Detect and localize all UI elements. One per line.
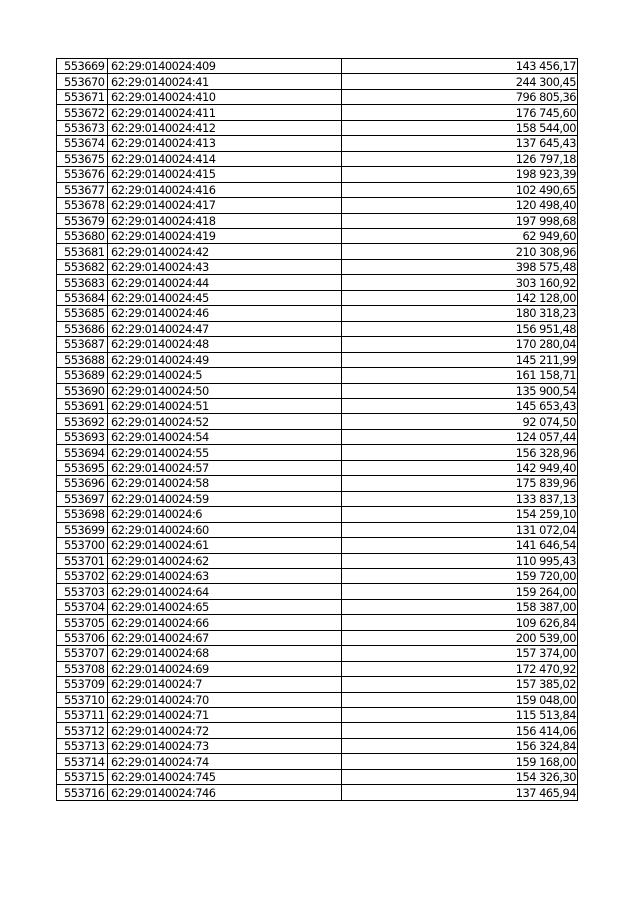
row-number-cell: 553678 <box>57 198 108 213</box>
table-row <box>57 708 578 723</box>
row-number-cell: 553697 <box>57 491 108 506</box>
row-number-cell: 553711 <box>57 708 108 723</box>
table-row <box>57 182 578 197</box>
table-row <box>57 213 578 228</box>
cadastral-value-cell: 156 328,96 <box>342 445 578 460</box>
cadastral-number-cell: 62:29:0140024:410 <box>108 89 342 104</box>
table-row <box>57 599 578 614</box>
cadastral-number-cell: 62:29:0140024:63 <box>108 568 342 583</box>
cadastral-number-cell: 62:29:0140024:44 <box>108 275 342 290</box>
row-number-cell: 553681 <box>57 244 108 259</box>
cadastral-value-cell: 197 998,68 <box>342 213 578 228</box>
cadastral-value-cell: 62 949,60 <box>342 228 578 243</box>
cadastral-value-cell: 170 280,04 <box>342 337 578 352</box>
table-row <box>57 167 578 182</box>
row-number-cell: 553694 <box>57 445 108 460</box>
cadastral-value-cell: 141 646,54 <box>342 538 578 553</box>
table-row <box>57 89 578 104</box>
table-row <box>57 290 578 305</box>
cadastral-number-cell: 62:29:0140024:417 <box>108 198 342 213</box>
cadastral-number-cell: 62:29:0140024:64 <box>108 584 342 599</box>
cadastral-number-cell: 62:29:0140024:71 <box>108 708 342 723</box>
row-number-cell: 553692 <box>57 414 108 429</box>
row-number-cell: 553696 <box>57 476 108 491</box>
cadastral-number-cell: 62:29:0140024:745 <box>108 769 342 784</box>
cadastral-value-cell: 200 539,00 <box>342 630 578 645</box>
cadastral-number-cell: 62:29:0140024:416 <box>108 182 342 197</box>
row-number-cell: 553698 <box>57 507 108 522</box>
row-number-cell: 553695 <box>57 460 108 475</box>
table-body <box>57 59 578 801</box>
row-number-cell: 553691 <box>57 398 108 413</box>
cadastral-number-cell: 62:29:0140024:72 <box>108 723 342 738</box>
table-row <box>57 275 578 290</box>
cadastral-number-cell: 62:29:0140024:52 <box>108 414 342 429</box>
table-row <box>57 383 578 398</box>
table-row <box>57 677 578 692</box>
cadastral-value-cell: 143 456,17 <box>342 59 578 74</box>
table-row <box>57 59 578 74</box>
row-number-cell: 553699 <box>57 522 108 537</box>
cadastral-number-cell: 62:29:0140024:57 <box>108 460 342 475</box>
cadastral-number-cell: 62:29:0140024:65 <box>108 599 342 614</box>
row-number-cell: 553670 <box>57 74 108 89</box>
row-number-cell: 553676 <box>57 167 108 182</box>
cadastral-number-cell: 62:29:0140024:54 <box>108 429 342 444</box>
cadastral-value-cell: 157 385,02 <box>342 677 578 692</box>
table-row <box>57 306 578 321</box>
cadastral-value-cell: 398 575,48 <box>342 259 578 274</box>
cadastral-number-cell: 62:29:0140024:41 <box>108 74 342 89</box>
row-number-cell: 553682 <box>57 259 108 274</box>
cadastral-number-cell: 62:29:0140024:412 <box>108 120 342 135</box>
cadastral-value-cell: 156 951,48 <box>342 321 578 336</box>
cadastral-value-cell: 303 160,92 <box>342 275 578 290</box>
row-number-cell: 553671 <box>57 89 108 104</box>
cadastral-number-cell: 62:29:0140024:70 <box>108 692 342 707</box>
table-row <box>57 136 578 151</box>
table-row <box>57 538 578 553</box>
cadastral-value-cell: 159 264,00 <box>342 584 578 599</box>
table-row <box>57 398 578 413</box>
cadastral-value-cell: 157 374,00 <box>342 646 578 661</box>
table-row <box>57 460 578 475</box>
row-number-cell: 553701 <box>57 553 108 568</box>
table-row <box>57 785 578 800</box>
table-row <box>57 476 578 491</box>
cadastral-number-cell: 62:29:0140024:68 <box>108 646 342 661</box>
cadastral-value-cell: 159 720,00 <box>342 568 578 583</box>
row-number-cell: 553703 <box>57 584 108 599</box>
table-row <box>57 692 578 707</box>
cadastral-number-cell: 62:29:0140024:55 <box>108 445 342 460</box>
cadastral-value-cell: 156 324,84 <box>342 738 578 753</box>
cadastral-number-cell: 62:29:0140024:6 <box>108 507 342 522</box>
cadastral-value-cell: 176 745,60 <box>342 105 578 120</box>
row-number-cell: 553705 <box>57 615 108 630</box>
cadastral-number-cell: 62:29:0140024:69 <box>108 661 342 676</box>
cadastral-number-cell: 62:29:0140024:66 <box>108 615 342 630</box>
row-number-cell: 553688 <box>57 352 108 367</box>
row-number-cell: 553713 <box>57 738 108 753</box>
cadastral-number-cell: 62:29:0140024:50 <box>108 383 342 398</box>
table-row <box>57 151 578 166</box>
cadastral-number-cell: 62:29:0140024:58 <box>108 476 342 491</box>
table-row <box>57 414 578 429</box>
cadastral-number-cell: 62:29:0140024:409 <box>108 59 342 74</box>
cadastral-value-cell: 126 797,18 <box>342 151 578 166</box>
cadastral-value-cell: 796 805,36 <box>342 89 578 104</box>
table-row <box>57 445 578 460</box>
cadastral-value-cell: 154 326,30 <box>342 769 578 784</box>
cadastral-value-cell: 137 645,43 <box>342 136 578 151</box>
table-row <box>57 584 578 599</box>
row-number-cell: 553707 <box>57 646 108 661</box>
cadastral-value-cell: 198 923,39 <box>342 167 578 182</box>
cadastral-value-cell: 109 626,84 <box>342 615 578 630</box>
row-number-cell: 553673 <box>57 120 108 135</box>
cadastral-value-cell: 133 837,13 <box>342 491 578 506</box>
row-number-cell: 553672 <box>57 105 108 120</box>
cadastral-value-cell: 142 128,00 <box>342 290 578 305</box>
cadastral-number-cell: 62:29:0140024:59 <box>108 491 342 506</box>
row-number-cell: 553679 <box>57 213 108 228</box>
cadastral-value-cell: 145 653,43 <box>342 398 578 413</box>
row-number-cell: 553716 <box>57 785 108 800</box>
table-row <box>57 321 578 336</box>
cadastral-number-cell: 62:29:0140024:61 <box>108 538 342 553</box>
cadastral-value-cell: 175 839,96 <box>342 476 578 491</box>
row-number-cell: 553669 <box>57 59 108 74</box>
row-number-cell: 553690 <box>57 383 108 398</box>
cadastral-number-cell: 62:29:0140024:62 <box>108 553 342 568</box>
table-row <box>57 522 578 537</box>
cadastral-number-cell: 62:29:0140024:45 <box>108 290 342 305</box>
cadastral-value-cell: 158 544,00 <box>342 120 578 135</box>
cadastral-number-cell: 62:29:0140024:46 <box>108 306 342 321</box>
table-row <box>57 74 578 89</box>
row-number-cell: 553684 <box>57 290 108 305</box>
cadastral-number-cell: 62:29:0140024:414 <box>108 151 342 166</box>
cadastral-number-cell: 62:29:0140024:73 <box>108 738 342 753</box>
table-row <box>57 646 578 661</box>
table-row <box>57 661 578 676</box>
table-row <box>57 769 578 784</box>
cadastral-value-cell: 120 498,40 <box>342 198 578 213</box>
table-row <box>57 491 578 506</box>
cadastral-value-cell: 131 072,04 <box>342 522 578 537</box>
cadastral-value-cell: 137 465,94 <box>342 785 578 800</box>
cadastral-number-cell: 62:29:0140024:413 <box>108 136 342 151</box>
row-number-cell: 553677 <box>57 182 108 197</box>
cadastral-number-cell: 62:29:0140024:47 <box>108 321 342 336</box>
cadastral-number-cell: 62:29:0140024:67 <box>108 630 342 645</box>
cadastral-number-cell: 62:29:0140024:49 <box>108 352 342 367</box>
cadastral-value-cell: 124 057,44 <box>342 429 578 444</box>
cadastral-value-cell: 110 995,43 <box>342 553 578 568</box>
cadastral-value-table <box>56 58 578 801</box>
cadastral-number-cell: 62:29:0140024:418 <box>108 213 342 228</box>
row-number-cell: 553680 <box>57 228 108 243</box>
table-row <box>57 244 578 259</box>
row-number-cell: 553675 <box>57 151 108 166</box>
row-number-cell: 553687 <box>57 337 108 352</box>
cadastral-value-cell: 92 074,50 <box>342 414 578 429</box>
row-number-cell: 553702 <box>57 568 108 583</box>
row-number-cell: 553709 <box>57 677 108 692</box>
cadastral-value-cell: 210 308,96 <box>342 244 578 259</box>
table-row <box>57 120 578 135</box>
row-number-cell: 553712 <box>57 723 108 738</box>
table-row <box>57 723 578 738</box>
table-row <box>57 630 578 645</box>
cadastral-value-cell: 154 259,10 <box>342 507 578 522</box>
cadastral-value-cell: 158 387,00 <box>342 599 578 614</box>
cadastral-value-cell: 135 900,54 <box>342 383 578 398</box>
cadastral-value-cell: 244 300,45 <box>342 74 578 89</box>
cadastral-value-cell: 145 211,99 <box>342 352 578 367</box>
table-row <box>57 429 578 444</box>
table-row <box>57 198 578 213</box>
row-number-cell: 553704 <box>57 599 108 614</box>
table-row <box>57 754 578 769</box>
table-row <box>57 553 578 568</box>
cadastral-number-cell: 62:29:0140024:74 <box>108 754 342 769</box>
row-number-cell: 553683 <box>57 275 108 290</box>
table-row <box>57 228 578 243</box>
cadastral-number-cell: 62:29:0140024:5 <box>108 368 342 383</box>
row-number-cell: 553706 <box>57 630 108 645</box>
cadastral-value-cell: 180 318,23 <box>342 306 578 321</box>
cadastral-value-cell: 156 414,06 <box>342 723 578 738</box>
row-number-cell: 553700 <box>57 538 108 553</box>
cadastral-number-cell: 62:29:0140024:411 <box>108 105 342 120</box>
cadastral-number-cell: 62:29:0140024:42 <box>108 244 342 259</box>
table-row <box>57 568 578 583</box>
row-number-cell: 553685 <box>57 306 108 321</box>
cadastral-value-cell: 161 158,71 <box>342 368 578 383</box>
cadastral-number-cell: 62:29:0140024:415 <box>108 167 342 182</box>
cadastral-number-cell: 62:29:0140024:51 <box>108 398 342 413</box>
cadastral-number-cell: 62:29:0140024:43 <box>108 259 342 274</box>
row-number-cell: 553674 <box>57 136 108 151</box>
row-number-cell: 553689 <box>57 368 108 383</box>
table-row <box>57 368 578 383</box>
cadastral-value-cell: 142 949,40 <box>342 460 578 475</box>
cadastral-number-cell: 62:29:0140024:7 <box>108 677 342 692</box>
cadastral-value-cell: 115 513,84 <box>342 708 578 723</box>
cadastral-number-cell: 62:29:0140024:746 <box>108 785 342 800</box>
cadastral-number-cell: 62:29:0140024:48 <box>108 337 342 352</box>
table-row <box>57 507 578 522</box>
row-number-cell: 553693 <box>57 429 108 444</box>
table-row <box>57 337 578 352</box>
table-row <box>57 352 578 367</box>
table-row <box>57 738 578 753</box>
row-number-cell: 553714 <box>57 754 108 769</box>
row-number-cell: 553710 <box>57 692 108 707</box>
cadastral-value-cell: 159 048,00 <box>342 692 578 707</box>
cadastral-value-cell: 102 490,65 <box>342 182 578 197</box>
cadastral-number-cell: 62:29:0140024:60 <box>108 522 342 537</box>
table-row <box>57 259 578 274</box>
table-row <box>57 615 578 630</box>
cadastral-value-cell: 172 470,92 <box>342 661 578 676</box>
cadastral-value-cell: 159 168,00 <box>342 754 578 769</box>
table-row <box>57 105 578 120</box>
row-number-cell: 553686 <box>57 321 108 336</box>
cadastral-number-cell: 62:29:0140024:419 <box>108 228 342 243</box>
row-number-cell: 553715 <box>57 769 108 784</box>
row-number-cell: 553708 <box>57 661 108 676</box>
